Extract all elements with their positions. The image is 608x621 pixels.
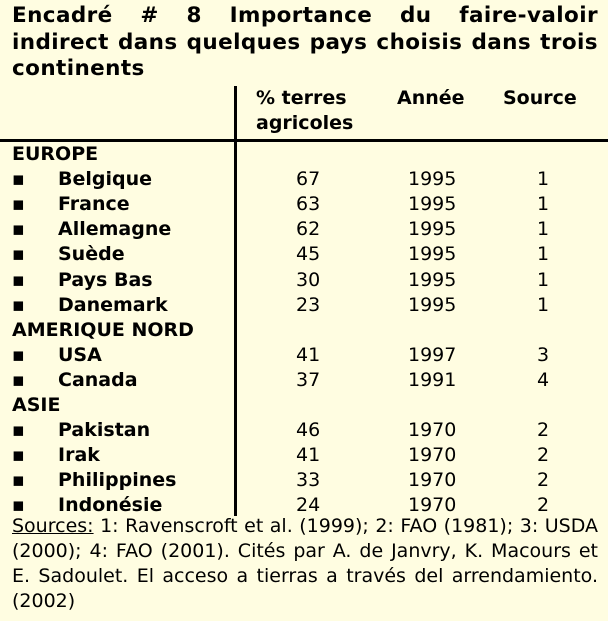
table-row (0, 242, 608, 267)
country-name: France (58, 193, 130, 216)
year-value: 1970 (408, 419, 457, 442)
country-name: Pakistan (58, 419, 151, 442)
source-value: 1 (537, 168, 550, 191)
table-row (0, 192, 608, 217)
source-value: 2 (537, 494, 550, 517)
table-row (0, 468, 608, 493)
column-header-pct: % terres agricoles (256, 87, 354, 134)
source-value: 1 (537, 268, 550, 291)
country-name: Pays Bas (58, 268, 153, 291)
pct-value: 63 (296, 193, 321, 216)
group-heading: ASIE (12, 394, 61, 416)
bullet-icon: ▪ (12, 293, 25, 316)
bullet-icon: ▪ (12, 444, 25, 467)
pct-value: 37 (296, 368, 321, 391)
year-value: 1970 (408, 469, 457, 492)
pct-value: 62 (296, 218, 321, 241)
bullet-icon: ▪ (12, 168, 25, 191)
group-heading: AMERIQUE NORD (12, 318, 194, 341)
group-heading: EUROPE (12, 143, 99, 165)
source-value: 3 (537, 343, 550, 366)
year-value: 1995 (408, 193, 457, 216)
pct-value: 41 (296, 343, 321, 366)
country-name: Suède (58, 243, 125, 266)
source-value: 4 (537, 368, 550, 391)
source-value: 2 (537, 444, 550, 467)
pct-value: 24 (296, 494, 321, 517)
year-value: 1995 (408, 168, 457, 191)
country-name: Irak (58, 444, 100, 467)
sources-label: Sources: (12, 515, 94, 537)
country-name: Philippines (58, 469, 177, 492)
bullet-icon: ▪ (12, 494, 25, 517)
country-name: Danemark (58, 293, 168, 316)
pct-value: 30 (296, 268, 321, 291)
pct-value: 41 (296, 444, 321, 467)
source-value: 1 (537, 218, 550, 241)
country-name: Canada (58, 368, 138, 391)
table-row (0, 368, 608, 393)
table-row (0, 343, 608, 368)
year-value: 1995 (408, 268, 457, 291)
pct-value: 67 (296, 168, 321, 191)
country-name: Belgique (58, 168, 153, 191)
bullet-icon: ▪ (12, 419, 25, 442)
table-row (0, 443, 608, 468)
source-value: 2 (537, 469, 550, 492)
bullet-icon: ▪ (12, 193, 25, 216)
year-value: 1970 (408, 444, 457, 467)
column-header-source: Source (503, 87, 577, 109)
bullet-icon: ▪ (12, 343, 25, 366)
source-value: 1 (537, 193, 550, 216)
table-row (0, 167, 608, 192)
year-value: 1995 (408, 293, 457, 316)
pct-value: 33 (296, 469, 321, 492)
country-name: Allemagne (58, 218, 172, 241)
year-value: 1991 (408, 368, 457, 391)
bullet-icon: ▪ (12, 368, 25, 391)
sources-text: 1: Ravenscroft et al. (1999); 2: FAO (1981); 3: USDA (2000); 4: FAO (2001). Cités par A. de Janvry, K. Macours et E. Sadoulet. El acceso a tierras a través del arrendamiento. (2002) (12, 515, 598, 612)
table-row (0, 293, 608, 318)
bullet-icon: ▪ (12, 469, 25, 492)
column-header-year: Année (397, 87, 465, 109)
table-row (0, 268, 608, 293)
source-value: 1 (537, 243, 550, 266)
year-value: 1970 (408, 494, 457, 517)
sources-note (12, 514, 598, 614)
box-title: Encadré # 8 Importance du faire-valoir indirect dans quelques pays choisis dans trois continents (12, 3, 598, 81)
bullet-icon: ▪ (12, 218, 25, 241)
year-value: 1995 (408, 218, 457, 241)
table-row (0, 418, 608, 443)
year-value: 1995 (408, 243, 457, 266)
source-value: 1 (537, 293, 550, 316)
pct-value: 45 (296, 243, 321, 266)
table-row (0, 217, 608, 242)
year-value: 1997 (408, 343, 457, 366)
country-name: Indonésie (58, 494, 163, 517)
country-name: USA (58, 343, 102, 366)
pct-value: 46 (296, 419, 321, 442)
bullet-icon: ▪ (12, 268, 25, 291)
pct-value: 23 (296, 293, 321, 316)
bullet-icon: ▪ (12, 243, 25, 266)
source-value: 2 (537, 419, 550, 442)
